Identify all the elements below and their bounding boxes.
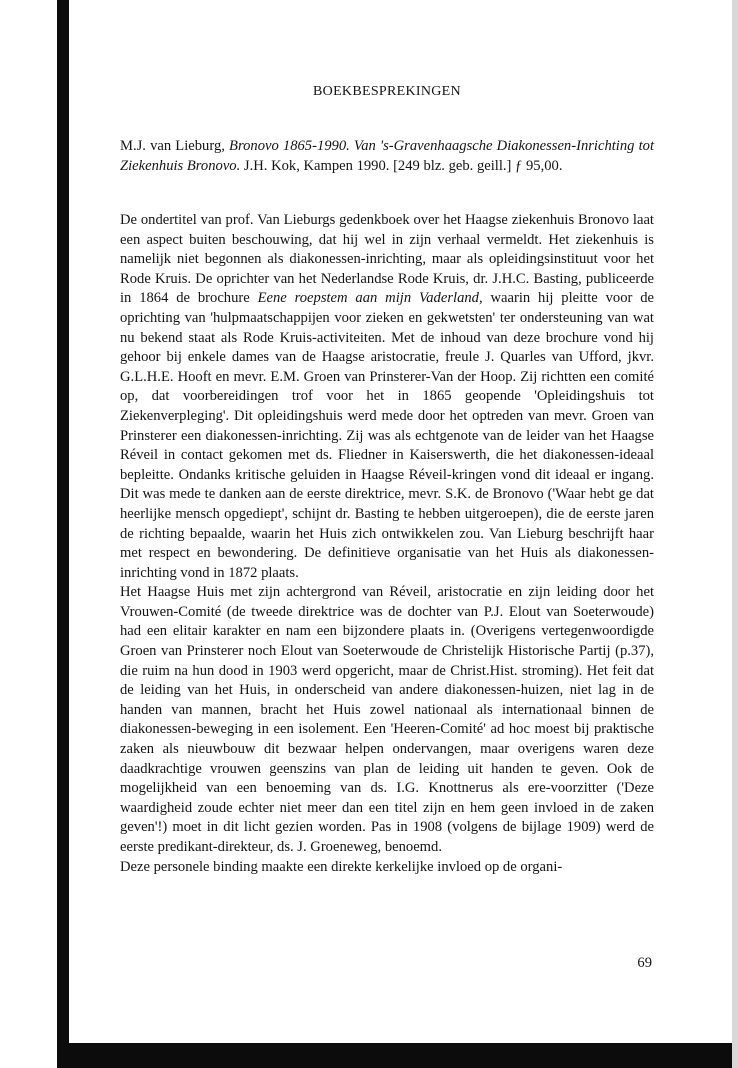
page-number: 69: [637, 955, 652, 971]
citation-author: M.J. van Lieburg,: [120, 138, 225, 154]
citation-publisher: J.H. Kok, Kampen 1990. [249 blz. geb. geill.] ƒ 95,00.: [243, 157, 563, 174]
paragraph-3: Deze personele binding maakte een direkte kerkelijke invloed op de organi-: [120, 858, 563, 875]
paragraph-2: Het Haagse Huis met zijn achtergrond van Réveil, aristocratie en zijn leiding door het Vrouwen-Comité (de tweede direktrice was de dochter van P.J. Elout van Soeterwoude) had een elitair karakter en nam een bijzondere plaats in. (Overigens vertegenwoordigde Groen van Prinsterer noch Elout van Soeterwoude de Christelijk Historische Partij (p.37), die ruim na hun dood in 1903 werd opgericht, maar de Christ.Hist. stroming). Het feit dat de leiding van het Huis, in onderscheid van andere diakonessen-huizen, niet lag in de handen van mannen, bracht het Huis zowel nationaal als internationaal binnen de diakonessen-beweging in een isolement. Een 'Heeren-Comité' ad hoc moest bij praktische zaken als nieuwbouw dit bezwaar helpen ondervangen, maar overigens waren deze daadkrachtige vrouwen geenszins van plan de leiding uit handen te geven. Ook de mogelijkheid van een benoeming van ds. I.G. Knottnerus als ere-voorzitter ('Deze waardigheid zoude echter niet meer dan een titel zijn en hem geen invloed in de zaken geven'!) moet in dit licht gezien worden. Pas in 1908 (volgens de bijlage 1909) werd de eerste predikant-direkteur, ds. J. Groeneweg, benoemd.: [120, 584, 654, 855]
paragraph-1: [120, 211, 654, 583]
review-body: [120, 211, 654, 877]
scan-border-right: [732, 0, 738, 1068]
paragraph-1-before: De ondertitel van prof. Van Lieburgs gedenkboek over het Haagse ziekenhuis Bronovo laat een aspect buiten beschouwing, dat hij wel in zijn verhaal vermeldt. Het ziekenhuis is namelijk niet begonnen als diakonessen-inrichting, maar als opleidingsinstituut voor het Rode Kruis. De oprichter van het Nederlandse Rode Kruis, dr. J.H.C. Basting, publiceerde in 1864 de brochure: [120, 212, 654, 307]
running-header: BOEKBESPREKINGEN: [313, 84, 461, 99]
paragraph-1-after: waarin hij pleitte voor de oprichting van 'hulpmaatschappijen voor zieken en gekwetsten' ter ondersteuning van wat nu bekend staat als Rode Kruis-activiteiten. Met de inhoud van deze brochure vond hij gehoor bij enkele dames van de Haagse aristocratie, freule J. Quarles van Ufford, jkvr. G.L.H.E. Hooft en mevr. E.M. Groen van Prinsterer-Van der Hoop. Zij richtten een comité op, dat voorbereidingen trof voor het in 1865 geopende 'Opleidingshuis tot Ziekenverpleging'. Dit opleidingshuis werd mede door het optreden van mevr. Groen van Prinsterer een diakonessen-inrichting. Zij was als echtgenote van de leider van het Haagse Réveil in contact gekomen met ds. Fliedner in Kaiserswerth, die het diakonessen-ideaal bepleitte. Ondanks kritische geluiden in Haagse Réveil-kringen vond dit ideaal er ingang. Dit was mede te danken aan de eerste direktrice, mevr. S.K. de Bronovo ('Waar hebt ge dat heerlijke mensch opgediept', schijnt dr. Basting te hebben uitgeroepen), die de eerste jaren de richting bepaalde, waarin het Huis zich ontwikkelen zou. Van Lieburg beschrijft haar met respect en bewondering. De definitieve organisatie van het Huis als diakonessen-inrichting vond in 1872 plaats.: [120, 290, 654, 581]
paragraph-1-italic: Eene roepstem aan mijn Vaderland,: [257, 290, 483, 307]
book-citation: [120, 137, 654, 176]
scan-border-left: [57, 0, 69, 1052]
scan-border-bottom: [57, 1043, 738, 1068]
citation-title: Bronovo 1865-1990. Van 's-Gravenhaagsche Diakonessen-Inrichting tot Ziekenhuis Bronovo.: [120, 138, 655, 174]
